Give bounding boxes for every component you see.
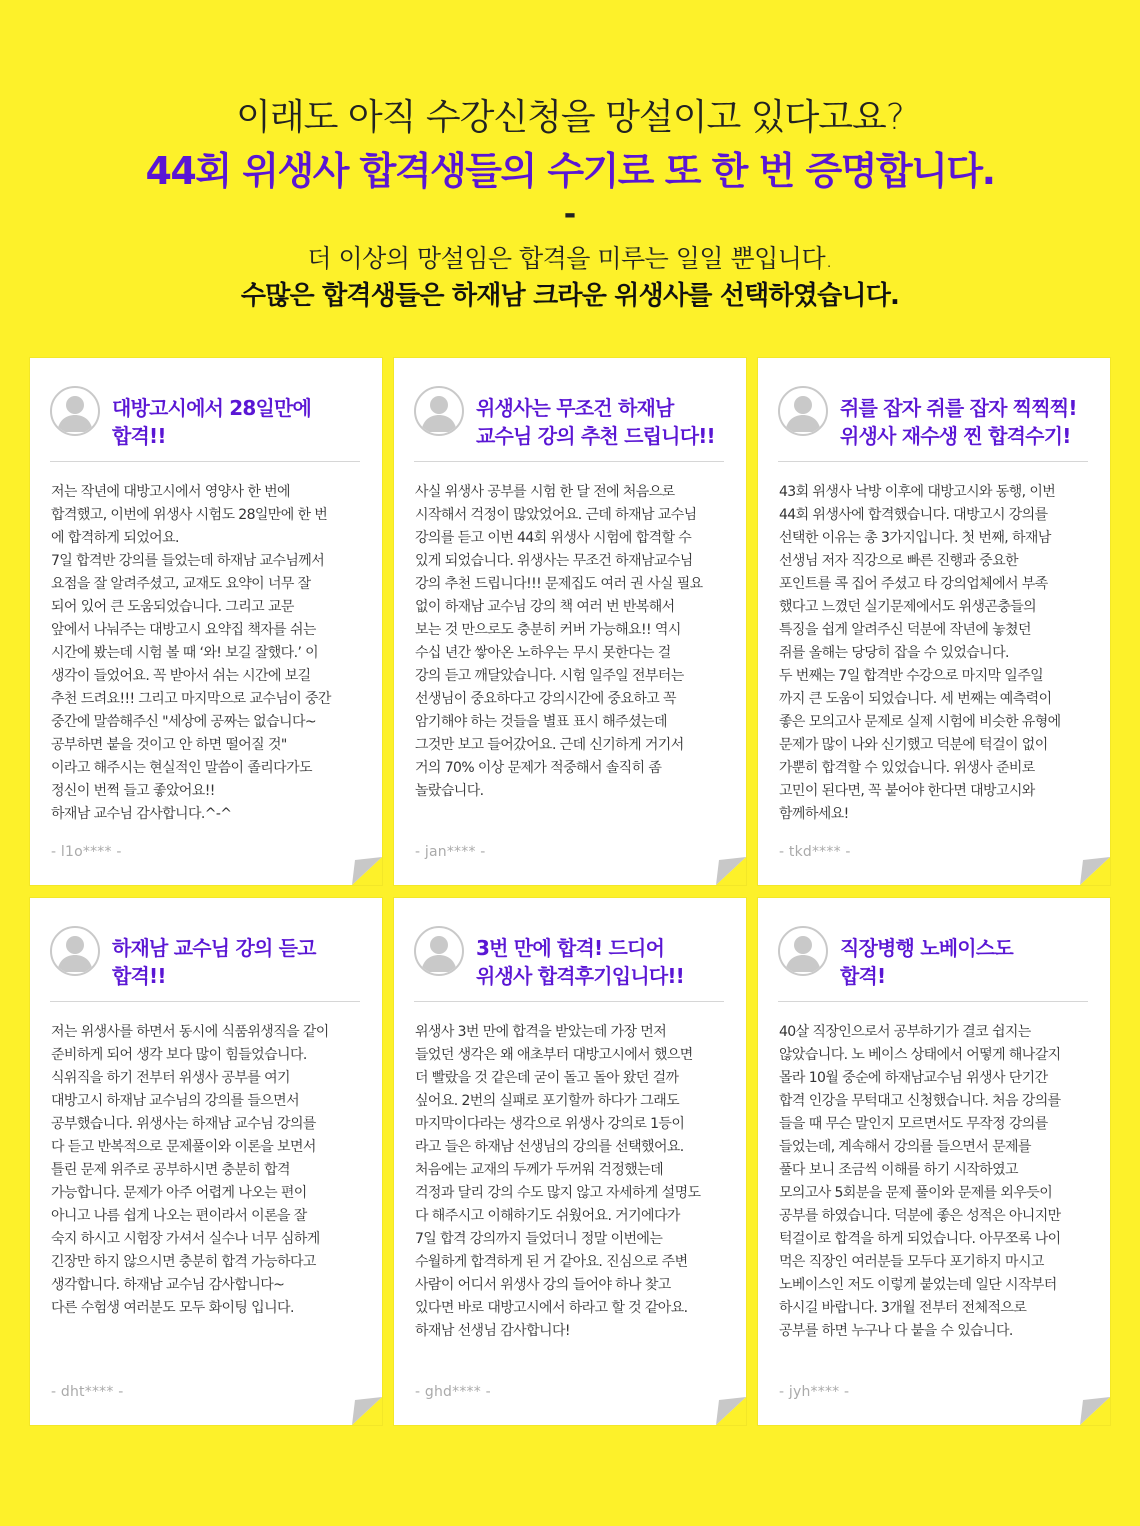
header-headline: 44회 위생사 합격생들의 수기로 또 한 번 증명합니다. — [145, 149, 995, 193]
review-card — [30, 898, 382, 1425]
review-author: - ghd**** - — [415, 1384, 491, 1400]
divider — [414, 1001, 724, 1002]
divider — [50, 1001, 360, 1002]
review-body: 사실 위생사 공부를 시험 한 달 전에 처음으로 시작해서 걱정이 많았었어요. 근데 하재남 교수님 강의를 듣고 이번 44회 위생사 시험에 합격할 수 있게 되었습니다. 위생사는 무조건 하재남교수님 강의 추천 드립니다!!! 문제집도 여러 권 사실 필요 없이 하재남 교수님 강의 책 여러 번 반복해서 보는 것 만으로도 충분히 커버 가능해요!! 역시 수십 년간 쌓아온 노하우는 무시 못한다는 걸 강의 듣고 깨달았습니다. 시험 일주일 전부터는 선생님이 중요하다고 강의시간에 중요하고 꼭 암기해야 하는 것들을 별표 표시 해주셨는데 그것만 보고 들어갔어요. 근데 신기하게 거기서 거의 70% 이상 문제가 적중해서 솔직히 좀 놀랐습니다. — [415, 484, 703, 799]
page-fold-icon — [716, 1397, 746, 1425]
divider — [778, 461, 1088, 462]
avatar-icon — [414, 926, 464, 976]
review-card — [758, 358, 1110, 885]
page-fold-icon — [352, 857, 382, 885]
review-body: 저는 작년에 대방고시에서 영양사 한 번에 합격했고, 이번에 위생사 시험도 28일만에 한 번 에 합격하게 되었어요. 7일 합격반 강의를 들었는데 하재남 교수님께서 요점을 잘 알려주셨고, 교재도 요약이 너무 잘 되어 있어 큰 도움되었습니다. 그리고 교문 앞에서 나눠주는 대방고시 요약집 책자를 쉬는 시간에 봤는데 시험 볼 때 ‘와! 보길 잘했다.’ 이 생각이 들었어요. 꼭 받아서 쉬는 시간에 보길 추천 드려요!!! 그리고 마지막으로 교수님이 중간 중간에 말씀해주신 "세상에 공짜는 없습니다~ 공부하면 붙을 것이고 안 하면 떨어질 것" 이라고 해주시는 현실적인 말씀이 졸리다가도 정신이 번쩍 들고 좋았어요!! 하재남 교수님 감사합니다.^-^ — [51, 484, 331, 822]
page-fold-icon — [352, 1397, 382, 1425]
divider — [50, 461, 360, 462]
header-emphasis: 수많은 합격생들은 하재남 크라운 위생사를 선택하였습니다. — [240, 281, 900, 311]
review-body: 위생사 3번 만에 합격을 받았는데 가장 먼저 들었던 생각은 왜 애초부터 대방고시에서 했으면 더 빨랐을 것 같은데 굳이 돌고 돌아 왔던 걸까 싶어요. 2번의 실패로 포기할까 하다가 그래도 마지막이다라는 생각으로 위생사 강의로 1등이 라고 들은 하재남 선생님의 강의를 선택했어요. 처음에는 교재의 두께가 두꺼워 걱정했는데 걱정과 달리 강의 수도 많지 않고 자세하게 설명도 다 해주시고 이해하기도 쉬웠어요. 거기에다가 7일 합격 강의까지 들었더니 정말 이번에는 수월하게 합격하게 된 거 같아요. 진심으로 주변 사람이 어디서 위생사 강의 들어야 하나 찾고 있다면 바로 대방고시에서 하라고 할 것 같아요. 하재남 선생님 감사합니다! — [415, 1024, 701, 1339]
review-author: - jan**** - — [415, 844, 486, 860]
review-body: 43회 위생사 낙방 이후에 대방고시와 동행, 이번 44회 위생사에 합격했습니다. 대방고시 강의를 선택한 이유는 총 3가지입니다. 첫 번째, 하재남 선생님 저자 직강으로 빠른 진행과 중요한 포인트를 콕 집어 주셨고 타 강의업체에서 부족 했다고 느꼈던 실기문제에서도 위생곤충들의 특징을 쉽게 알려주신 덕분에 작년에 놓쳤던 쥐를 올해는 당당히 잡을 수 있었습니다. 두 번째는 7일 합격반 수강으로 마지막 일주일 까지 큰 도움이 되었습니다. 세 번째는 예측력이 좋은 모의고사 문제로 실제 시험에 비슷한 유형에 문제가 많이 나와 신기했고 덕분에 턱걸이 없이 가뿐히 합격할 수 있었습니다. 위생사 준비로 고민이 된다면, 꼭 붙어야 한다면 대방고시와 함께하세요! — [779, 484, 1061, 822]
review-title: 직장병행 노베이스도 합격! — [840, 936, 1013, 988]
header-dash: - — [563, 197, 577, 232]
review-title: 위생사는 무조건 하재남 교수님 강의 추천 드립니다!! — [476, 396, 715, 448]
review-body: 40살 직장인으로서 공부하기가 결코 쉽지는 않았습니다. 노 베이스 상태에서 어떻게 해나갈지 몰라 10월 중순에 하재남교수님 위생사 단기간 합격 인강을 무턱대고 신청했습니다. 처음 강의를 들을 때 무슨 말인지 모르면서도 무작정 강의를 들었는데, 계속해서 강의를 들으면서 문제를 풀다 보니 조금씩 이해를 하기 시작하였고 모의고사 5회분을 문제 풀이와 문제를 외우듯이 공부를 하였습니다. 덕분에 좋은 성적은 아니지만 턱걸이로 합격을 하게 되었습니다. 아무쪼록 나이 먹은 직장인 여러분들 모두다 포기하지 마시고 노베이스인 저도 이렇게 붙었는데 일단 시작부터 하시길 바랍니다. 3개월 전부터 전체적으로 공부를 하면 누구나 다 붙을 수 있습니다. — [779, 1024, 1061, 1339]
review-title: 3번 만에 합격! 드디어 위생사 합격후기입니다!! — [476, 936, 685, 988]
review-author: - l1o**** - — [51, 844, 122, 860]
avatar-icon — [778, 386, 828, 436]
review-card — [394, 358, 746, 885]
header-subtext: 더 이상의 망설임은 합격을 미루는 일일 뿐입니다. — [307, 244, 833, 273]
review-author: - dht**** - — [51, 1384, 124, 1400]
divider — [414, 461, 724, 462]
review-title: 대방고시에서 28일만에 합격!! — [112, 396, 312, 448]
divider — [778, 1001, 1088, 1002]
page-fold-icon — [1080, 1397, 1110, 1425]
review-title: 하재남 교수님 강의 듣고 합격!! — [112, 936, 316, 988]
review-card — [394, 898, 746, 1425]
avatar-icon — [778, 926, 828, 976]
review-card — [30, 358, 382, 885]
review-body: 저는 위생사를 하면서 동시에 식품위생직을 같이 준비하게 되어 생각 보다 많이 힘들었습니다. 식위직을 하기 전부터 위생사 공부를 여기 대방고시 하재남 교수님의 강의를 들으면서 공부했습니다. 위생사는 하재남 교수님 강의를 다 듣고 반복적으로 문제풀이와 이론을 보면서 틀린 문제 위주로 공부하시면 충분히 합격 가능합니다. 문제가 아주 어렵게 나오는 편이 아니고 나름 쉽게 나오는 편이라서 이론을 잘 숙지 하시고 시험장 가셔서 실수나 너무 심하게 긴장만 하지 않으시면 충분히 합격 가능하다고 생각합니다. 하재남 교수님 감사합니다~ 다른 수험생 여러분도 모두 화이팅 입니다. — [51, 1024, 329, 1316]
page-fold-icon — [1080, 857, 1110, 885]
avatar-icon — [414, 386, 464, 436]
avatar-icon — [50, 926, 100, 976]
review-author: - tkd**** - — [779, 844, 851, 860]
page-fold-icon — [716, 857, 746, 885]
review-card — [758, 898, 1110, 1425]
review-author: - jyh**** - — [779, 1384, 850, 1400]
review-title: 쥐를 잡자 쥐를 잡자 찍찍찍! 위생사 재수생 찐 합격수기! — [840, 396, 1077, 448]
avatar-icon — [50, 386, 100, 436]
header-question: 이래도 아직 수강신청을 망설이고 있다고요? — [236, 97, 904, 138]
